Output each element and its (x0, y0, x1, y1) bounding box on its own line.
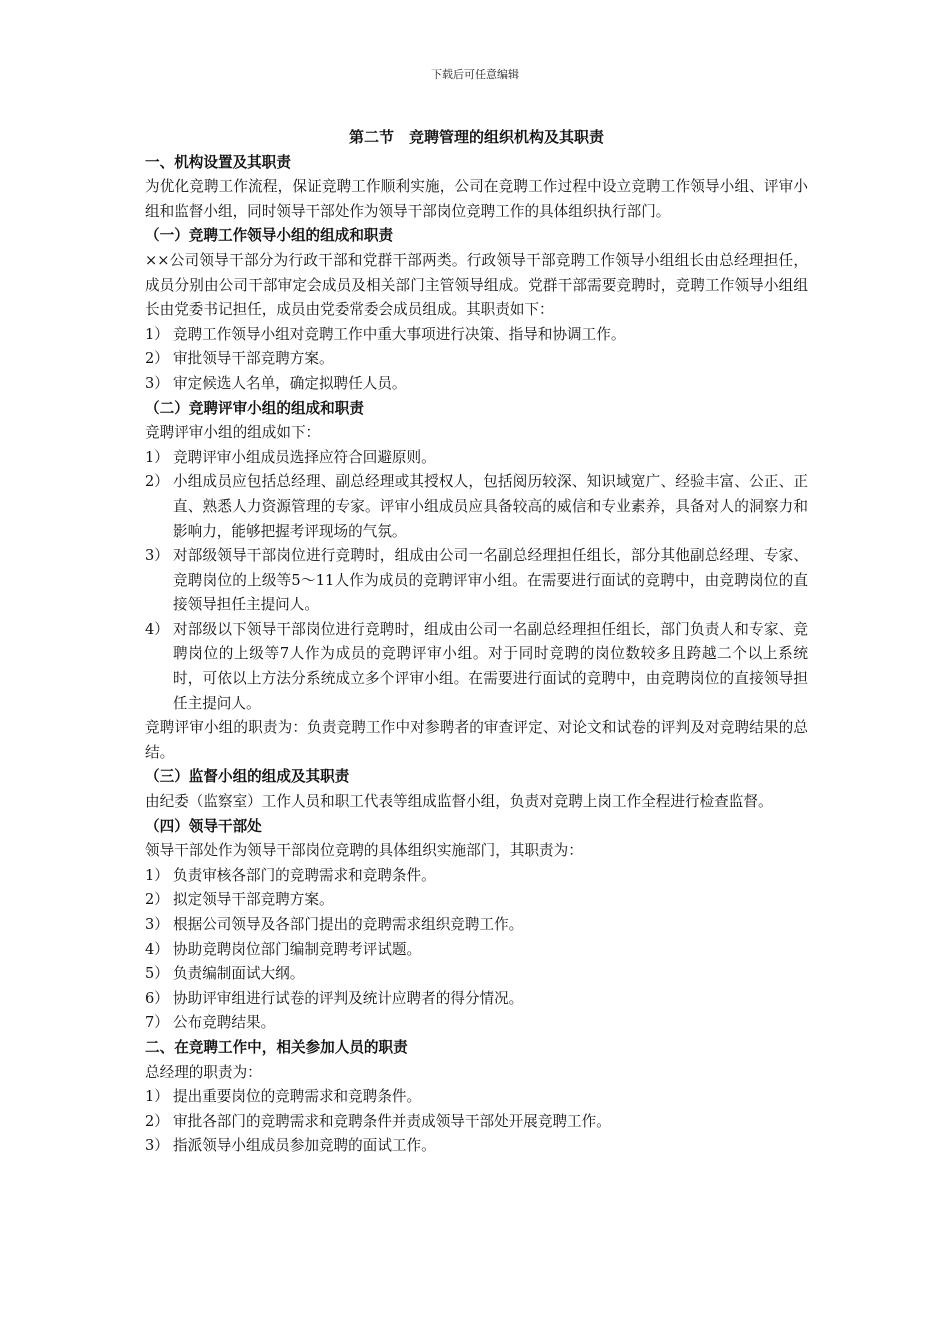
subsection-heading: （四）领导干部处 (145, 817, 262, 835)
list-item (145, 618, 808, 716)
list-item (145, 864, 808, 889)
paragraph: 为优化竞聘工作流程，保证竞聘工作顺利实施，公司在竞聘工作过程中设立竞聘工作领导小组、评审小组和监督小组，同时领导干部处作为领导干部岗位竞聘工作的具体组织执行部门。 (145, 178, 808, 220)
list-item (145, 347, 808, 372)
list-item (145, 938, 808, 963)
page-title: 第二节 竞聘管理的组织机构及其职责 (348, 128, 604, 146)
paragraph: 领导干部处作为领导干部岗位竞聘的具体组织实施部门，其职责为： (145, 842, 583, 860)
page-header: 下载后可任意编辑 (431, 68, 519, 81)
subsection-heading: （二）竞聘评审小组的组成和职责 (145, 399, 364, 417)
list-item (145, 1110, 808, 1135)
list-item (145, 446, 808, 471)
paragraph: 竞聘评审小组的组成如下： (145, 424, 321, 442)
list-item (145, 962, 808, 987)
list-number: 4） (145, 620, 169, 638)
list-number: 2） (145, 891, 169, 909)
list-text: 公布竞聘结果。 (173, 1014, 276, 1032)
list-item (145, 987, 808, 1012)
list-text: 协助竞聘岗位部门编制竞聘考评试题。 (173, 940, 422, 958)
list-text: 审定候选人名单，确定拟聘任人员。 (173, 374, 407, 392)
list-text: 根据公司领导及各部门提出的竞聘需求组织竞聘工作。 (173, 916, 524, 933)
paragraph: ××公司领导干部分为行政干部和党群干部两类。行政领导干部竞聘工作领导小组组长由总经理担任，成员分别由公司干部审定会成员及相关部门主管领导组成。党群干部需要竞聘时，竞聘工作领导小组组长由党委书记担任，成员由党委常委会成员组成。其职责如下： (145, 251, 808, 319)
list-text: 小组成员应包括总经理、副总经理或其授权人，包括阅历较深、知识域宽广、经验丰富、公正、正直、熟悉人力资源管理的专家。评审小组成员应具备较高的威信和专业素养，具备对人的洞察力和影响力，能够把握考评现场的气氛。 (173, 473, 808, 540)
list-number: 1） (145, 1088, 169, 1106)
list-number: 3） (145, 916, 169, 933)
list-text: 对部级领导干部岗位进行竞聘时，组成由公司一名副总经理担任组长，部分其他副总经理、专家、竞聘岗位的上级等5～11人作为成员的竞聘评审小组。在需要进行面试的竞聘中，由竞聘岗位的直接领导担任主提问人。 (173, 547, 808, 614)
list-text: 负责审核各部门的竞聘需求和竞聘条件。 (173, 866, 436, 884)
paragraph: 由纪委（监察室）工作人员和职工代表等组成监督小组，负责对竞聘上岗工作全程进行检查监督。 (145, 793, 773, 811)
list-number: 1） (145, 866, 169, 884)
list-item (145, 544, 808, 618)
subsection-heading: （一）竞聘工作领导小组的组成和职责 (145, 227, 394, 245)
list-text: 竞聘评审小组成员选择应符合回避原则。 (173, 448, 436, 466)
list-number: 1） (145, 448, 169, 466)
list-item (145, 888, 808, 913)
list-number: 2） (145, 473, 169, 491)
list-text: 负责编制面试大纲。 (173, 965, 305, 983)
paragraph: 总经理的职责为： (145, 1063, 262, 1081)
list-number: 1） (145, 325, 169, 343)
list-text: 提出重要岗位的竞聘需求和竞聘条件。 (173, 1088, 422, 1106)
list-item (145, 913, 808, 938)
list-number: 3） (145, 547, 169, 565)
list-item (145, 1085, 808, 1110)
list-number: 5） (145, 965, 169, 983)
list-item (145, 1134, 808, 1159)
list-number: 7） (145, 1014, 169, 1032)
subsection-heading: （三）监督小组的组成及其职责 (145, 768, 350, 786)
section-heading: 二、在竞聘工作中，相关参加人员的职责 (145, 1038, 408, 1056)
list-item (145, 372, 808, 397)
list-number: 3） (145, 374, 169, 392)
list-item (145, 470, 808, 544)
list-text: 指派领导小组成员参加竞聘的面试工作。 (173, 1137, 436, 1155)
list-text: 协助评审组进行试卷的评判及统计应聘者的得分情况。 (173, 989, 524, 1007)
list-item (145, 1011, 808, 1036)
list-number: 2） (145, 1112, 169, 1130)
document-body (145, 125, 808, 1159)
list-number: 3） (145, 1137, 169, 1155)
list-text: 拟定领导干部竞聘方案。 (173, 891, 334, 909)
list-text: 对部级以下领导干部岗位进行竞聘时，组成由公司一名副总经理担任组长，部门负责人和专家、竞聘岗位的上级等7人作为成员的竞聘评审小组。对于同时竞聘的岗位数较多且跨越二个以上系统时，可依以上方法分系统成立多个评审小组。在需要进行面试的竞聘中，由竞聘岗位的直接领导担任主提问人。 (173, 620, 808, 712)
list-text: 审批各部门的竞聘需求和竞聘条件并责成领导干部处开展竞聘工作。 (173, 1112, 611, 1130)
list-text: 竞聘工作领导小组对竞聘工作中重大事项进行决策、指导和协调工作。 (173, 325, 626, 343)
paragraph: 竞聘评审小组的职责为：负责竞聘工作中对参聘者的审查评定、对论文和试卷的评判及对竞聘结果的总结。 (145, 719, 808, 761)
list-number: 6） (145, 989, 169, 1007)
list-item (145, 323, 808, 348)
list-number: 4） (145, 940, 169, 958)
section-heading: 一、机构设置及其职责 (145, 153, 291, 171)
list-number: 2） (145, 350, 169, 368)
list-text: 审批领导干部竞聘方案。 (173, 350, 334, 368)
